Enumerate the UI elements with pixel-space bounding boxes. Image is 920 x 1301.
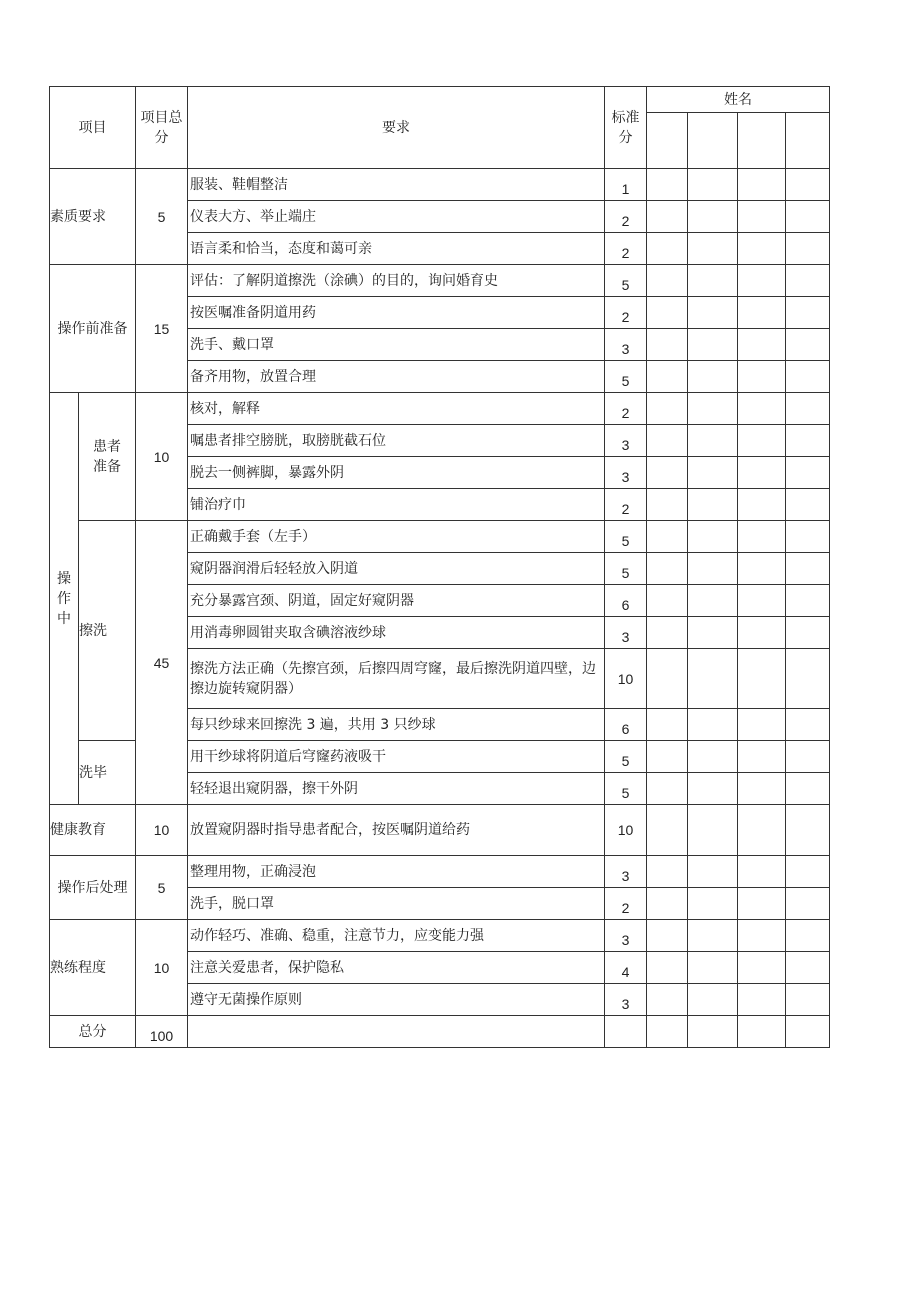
grade-cell[interactable] xyxy=(738,920,786,952)
grade-cell[interactable] xyxy=(786,920,830,952)
grade-cell[interactable] xyxy=(786,297,830,329)
requirement-cell: 按医嘱准备阴道用药 xyxy=(188,297,605,329)
score-cell: 2 xyxy=(605,233,647,265)
score-cell: 2 xyxy=(605,393,647,425)
footer-total-label: 总分 xyxy=(50,1016,136,1048)
subsection-wash-label: 擦洗 xyxy=(79,521,136,741)
score-cell: 3 xyxy=(605,617,647,649)
header-item: 项目 xyxy=(50,87,136,169)
grade-cell[interactable] xyxy=(688,393,738,425)
grade-cell[interactable] xyxy=(688,521,738,553)
grade-cell[interactable] xyxy=(738,888,786,920)
requirement-cell: 窥阴器润滑后轻轻放入阴道 xyxy=(188,553,605,585)
grade-cell[interactable] xyxy=(688,888,738,920)
grade-cell[interactable] xyxy=(647,984,688,1016)
grade-cell[interactable] xyxy=(738,805,786,856)
requirement-cell: 轻轻退出窥阴器，擦干外阴 xyxy=(188,773,605,805)
grade-cell[interactable] xyxy=(688,984,738,1016)
score-cell: 3 xyxy=(605,856,647,888)
grade-cell[interactable] xyxy=(786,457,830,489)
grade-cell[interactable] xyxy=(688,233,738,265)
requirement-cell: 嘱患者排空膀胱，取膀胱截石位 xyxy=(188,425,605,457)
name-cell[interactable] xyxy=(786,113,830,169)
grade-cell[interactable] xyxy=(647,297,688,329)
score-cell: 5 xyxy=(605,361,647,393)
header-requirement: 要求 xyxy=(188,87,605,169)
grade-cell[interactable] xyxy=(786,649,830,709)
grade-cell[interactable] xyxy=(688,553,738,585)
requirement-cell: 整理用物，正确浸泡 xyxy=(188,856,605,888)
grade-cell[interactable] xyxy=(738,297,786,329)
grade-cell[interactable] xyxy=(688,1016,738,1048)
grade-cell[interactable] xyxy=(688,709,738,741)
grade-cell[interactable] xyxy=(738,521,786,553)
requirement-cell: 擦洗方法正确（先擦宫颈，后擦四周穹窿，最后擦洗阴道四壁，边擦边旋转窥阴器） xyxy=(188,649,605,709)
grade-cell[interactable] xyxy=(647,649,688,709)
grade-cell[interactable] xyxy=(738,393,786,425)
grade-cell[interactable] xyxy=(688,169,738,201)
grade-cell[interactable] xyxy=(738,361,786,393)
grade-cell[interactable] xyxy=(647,169,688,201)
grade-cell[interactable] xyxy=(647,393,688,425)
grade-cell[interactable] xyxy=(738,952,786,984)
score-cell: 3 xyxy=(605,920,647,952)
grade-cell[interactable] xyxy=(647,329,688,361)
score-cell: 6 xyxy=(605,585,647,617)
header-name: 姓名 xyxy=(647,87,830,113)
grade-cell[interactable] xyxy=(647,553,688,585)
name-cell[interactable] xyxy=(688,113,738,169)
score-cell: 1 xyxy=(605,169,647,201)
score-cell: 6 xyxy=(605,709,647,741)
score-cell: 10 xyxy=(605,805,647,856)
header-total: 项目总 分 xyxy=(136,87,188,169)
grade-cell[interactable] xyxy=(786,393,830,425)
grade-cell[interactable] xyxy=(738,201,786,233)
grade-cell[interactable] xyxy=(786,521,830,553)
grade-cell[interactable] xyxy=(738,233,786,265)
score-cell: 3 xyxy=(605,984,647,1016)
grade-cell[interactable] xyxy=(688,856,738,888)
grade-cell[interactable] xyxy=(688,297,738,329)
score-cell: 3 xyxy=(605,457,647,489)
section-education-label: 健康教育 xyxy=(50,805,136,856)
grade-cell[interactable] xyxy=(738,169,786,201)
name-cell[interactable] xyxy=(738,113,786,169)
grade-cell[interactable] xyxy=(647,741,688,773)
grade-cell[interactable] xyxy=(688,773,738,805)
header-standard-score: 标准 分 xyxy=(605,87,647,169)
requirement-cell: 铺治疗巾 xyxy=(188,489,605,521)
grade-cell[interactable] xyxy=(647,709,688,741)
grade-cell[interactable] xyxy=(647,265,688,297)
grade-cell[interactable] xyxy=(647,773,688,805)
grade-cell[interactable] xyxy=(647,585,688,617)
requirement-cell: 洗手，脱口罩 xyxy=(188,888,605,920)
grade-cell[interactable] xyxy=(786,617,830,649)
grade-cell[interactable] xyxy=(688,920,738,952)
grade-cell[interactable] xyxy=(738,709,786,741)
score-cell: 5 xyxy=(605,521,647,553)
section-post-total: 5 xyxy=(136,856,188,920)
score-cell xyxy=(605,1016,647,1048)
grade-cell[interactable] xyxy=(786,489,830,521)
grade-cell[interactable] xyxy=(786,553,830,585)
grade-cell[interactable] xyxy=(786,169,830,201)
grade-cell[interactable] xyxy=(647,457,688,489)
grade-cell[interactable] xyxy=(688,649,738,709)
grade-cell[interactable] xyxy=(688,425,738,457)
requirement-cell: 仪表大方、举止端庄 xyxy=(188,201,605,233)
score-cell: 2 xyxy=(605,201,647,233)
grade-cell[interactable] xyxy=(738,553,786,585)
subsection-finish-label: 洗毕 xyxy=(79,741,136,805)
section-quality-total: 5 xyxy=(136,169,188,265)
score-cell: 2 xyxy=(605,888,647,920)
grade-cell[interactable] xyxy=(647,361,688,393)
grade-cell[interactable] xyxy=(738,1016,786,1048)
grade-cell[interactable] xyxy=(786,709,830,741)
grade-cell[interactable] xyxy=(738,984,786,1016)
grade-cell[interactable] xyxy=(688,952,738,984)
grade-cell[interactable] xyxy=(786,888,830,920)
grade-cell[interactable] xyxy=(738,649,786,709)
requirement-cell: 评估：了解阴道擦洗（涂碘）的目的，询问婚育史 xyxy=(188,265,605,297)
grade-cell[interactable] xyxy=(688,361,738,393)
section-quality-label: 素质要求 xyxy=(50,169,136,265)
grade-cell[interactable] xyxy=(688,329,738,361)
requirement-cell: 脱去一侧裤脚，暴露外阴 xyxy=(188,457,605,489)
grade-cell[interactable] xyxy=(688,805,738,856)
score-cell: 5 xyxy=(605,741,647,773)
grade-cell[interactable] xyxy=(688,457,738,489)
grade-cell[interactable] xyxy=(647,521,688,553)
subsection-patient-total: 10 xyxy=(136,393,188,521)
score-cell: 3 xyxy=(605,329,647,361)
name-cell[interactable] xyxy=(647,113,688,169)
grade-cell[interactable] xyxy=(688,201,738,233)
grade-cell[interactable] xyxy=(688,265,738,297)
subsection-wash-total: 45 xyxy=(136,521,188,805)
grade-cell[interactable] xyxy=(647,952,688,984)
grade-cell[interactable] xyxy=(738,489,786,521)
section-skill-label: 熟练程度 xyxy=(50,920,136,1016)
requirement-cell xyxy=(188,1016,605,1048)
grade-cell[interactable] xyxy=(647,233,688,265)
grade-cell[interactable] xyxy=(786,233,830,265)
grade-cell[interactable] xyxy=(786,741,830,773)
grade-cell[interactable] xyxy=(786,265,830,297)
requirement-cell: 语言柔和恰当，态度和蔼可亲 xyxy=(188,233,605,265)
requirement-cell: 放置窥阴器时指导患者配合，按医嘱阴道给药 xyxy=(188,805,605,856)
grade-cell[interactable] xyxy=(738,617,786,649)
subsection-patient-label: 患者 准备 xyxy=(79,393,136,521)
requirement-cell: 用消毒卵圆钳夹取含碘溶液纱球 xyxy=(188,617,605,649)
grade-cell[interactable] xyxy=(786,329,830,361)
grade-cell[interactable] xyxy=(647,888,688,920)
grade-cell[interactable] xyxy=(738,265,786,297)
section-pre-total: 15 xyxy=(136,265,188,393)
requirement-cell: 充分暴露宫颈、阴道，固定好窥阴器 xyxy=(188,585,605,617)
requirement-cell: 备齐用物，放置合理 xyxy=(188,361,605,393)
grade-cell[interactable] xyxy=(786,425,830,457)
score-cell: 10 xyxy=(605,649,647,709)
grade-cell[interactable] xyxy=(786,805,830,856)
score-cell: 4 xyxy=(605,952,647,984)
grade-cell[interactable] xyxy=(786,201,830,233)
grade-cell[interactable] xyxy=(647,425,688,457)
grade-cell[interactable] xyxy=(738,457,786,489)
grade-cell[interactable] xyxy=(647,1016,688,1048)
grade-cell[interactable] xyxy=(786,361,830,393)
grade-cell[interactable] xyxy=(688,617,738,649)
section-education-total: 10 xyxy=(136,805,188,856)
requirement-cell: 服装、鞋帽整洁 xyxy=(188,169,605,201)
requirement-cell: 用干纱球将阴道后穹窿药液吸干 xyxy=(188,741,605,773)
grade-cell[interactable] xyxy=(688,741,738,773)
grade-cell[interactable] xyxy=(647,920,688,952)
grade-cell[interactable] xyxy=(688,585,738,617)
grade-cell[interactable] xyxy=(647,856,688,888)
section-skill-total: 10 xyxy=(136,920,188,1016)
section-pre-label: 操作前准备 xyxy=(50,265,136,393)
grade-cell[interactable] xyxy=(647,201,688,233)
score-cell: 5 xyxy=(605,265,647,297)
grade-cell[interactable] xyxy=(738,856,786,888)
footer-total-value: 100 xyxy=(136,1016,188,1048)
grade-cell[interactable] xyxy=(786,952,830,984)
grade-cell[interactable] xyxy=(647,489,688,521)
grade-cell[interactable] xyxy=(786,1016,830,1048)
grade-cell[interactable] xyxy=(786,585,830,617)
score-cell: 2 xyxy=(605,489,647,521)
grade-cell[interactable] xyxy=(738,425,786,457)
grade-cell[interactable] xyxy=(786,773,830,805)
section-during-label: 操 作 中 xyxy=(50,393,79,805)
assessment-table xyxy=(49,86,830,1048)
grade-cell[interactable] xyxy=(738,773,786,805)
requirement-cell: 注意关爱患者，保护隐私 xyxy=(188,952,605,984)
grade-cell[interactable] xyxy=(786,856,830,888)
score-cell: 5 xyxy=(605,773,647,805)
grade-cell[interactable] xyxy=(738,741,786,773)
requirement-cell: 每只纱球来回擦洗 3 遍，共用 3 只纱球 xyxy=(188,709,605,741)
score-cell: 5 xyxy=(605,553,647,585)
grade-cell[interactable] xyxy=(647,617,688,649)
grade-cell[interactable] xyxy=(647,805,688,856)
grade-cell[interactable] xyxy=(688,489,738,521)
requirement-cell: 核对，解释 xyxy=(188,393,605,425)
grade-cell[interactable] xyxy=(786,984,830,1016)
requirement-cell: 洗手、戴口罩 xyxy=(188,329,605,361)
score-cell: 3 xyxy=(605,425,647,457)
grade-cell[interactable] xyxy=(738,329,786,361)
requirement-cell: 正确戴手套（左手） xyxy=(188,521,605,553)
score-cell: 2 xyxy=(605,297,647,329)
requirement-cell: 遵守无菌操作原则 xyxy=(188,984,605,1016)
requirement-cell: 动作轻巧、准确、稳重，注意节力，应变能力强 xyxy=(188,920,605,952)
grade-cell[interactable] xyxy=(738,585,786,617)
section-post-label: 操作后处理 xyxy=(50,856,136,920)
